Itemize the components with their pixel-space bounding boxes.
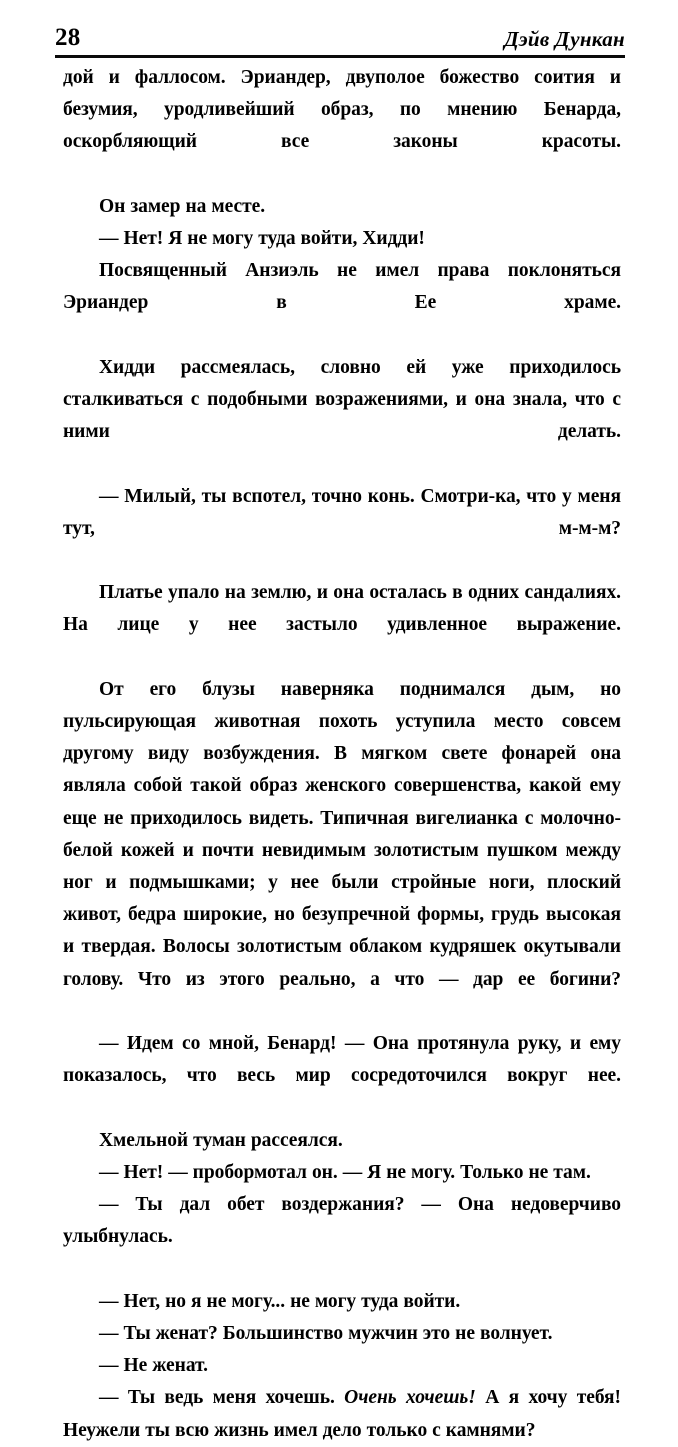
- dialogue-line-emphasis: [63, 1382, 621, 1446]
- body-text: [63, 62, 621, 1447]
- paragraph: Он замер на месте.: [99, 195, 266, 217]
- dialogue-text-after: А я хочу тебя! Неужели ты всю жизнь имел дело только с камнями?: [63, 1387, 621, 1441]
- paragraph: Посвященный Анзиэль не имел права поклоняться Эриандер в Ее храме.: [63, 260, 621, 314]
- dialogue-line: — Нет, но я не могу... не могу туда войти.: [99, 1290, 461, 1312]
- paragraph: Хидди рассмеялась, словно ей уже приходилось сталкиваться с подобными возражениями, и она знала, что с ними делать.: [63, 356, 621, 443]
- emphasis-text: Очень хочешь!: [344, 1387, 476, 1409]
- dialogue-line: — Не женат.: [99, 1355, 208, 1377]
- header-rule: [55, 55, 625, 58]
- dialogue-line: — Ты женат? Большинство мужчин это не волнует.: [99, 1322, 553, 1344]
- paragraph-continuation: дой и фаллосом. Эриандер, двуполое божество соития и безумия, уродливейший образ, по мнению Бенарда, оскорбляющий все законы красоты.: [63, 67, 621, 153]
- dialogue-text-before: — Ты ведь меня хочешь.: [99, 1387, 345, 1409]
- page-number: 28: [55, 24, 81, 51]
- dialogue-line: — Нет! Я не могу туда войти, Хидди!: [99, 228, 425, 250]
- paragraph: Хмельной туман рассеялся.: [99, 1129, 343, 1151]
- paragraph: Платье упало на землю, и она осталась в одних сандалиях. На лице у нее застыло удивленное выражение.: [63, 582, 621, 636]
- author-name: Дэйв Дункан: [504, 27, 625, 51]
- dialogue-line: — Ты дал обет воздержания? — Она недоверчиво улыбнулась.: [63, 1194, 621, 1248]
- dialogue-line: — Нет! — пробормотал он. — Я не могу. Только не там.: [99, 1161, 591, 1183]
- dialogue-line: — Милый, ты вспотел, точно конь. Смотри-ка, что у меня тут, м-м-м?: [63, 485, 621, 539]
- running-head: [55, 16, 625, 50]
- paragraph: От его блузы наверняка поднимался дым, но пульсирующая животная похоть уступила место совсем другому виду возбуждения. В мягком свете фонарей она являла собой такой образ женского совершенства, какой ему еще не приходилось видеть. Типичная вигелианка с молочно-белой кожей и почти невидимым золотистым пушком между ног и подмышками; у нее были стройные ноги, плоский живот, бедра широкие, но безупречной формы, грудь высокая и твердая. Волосы золотистым облаком кудряшек окутывали голову. Что из этого реально, а что — дар ее богини?: [63, 678, 621, 990]
- dialogue-line: — Идем со мной, Бенард! — Она протянула руку, и ему показалось, что весь мир сосредоточился вокруг нее.: [63, 1033, 621, 1087]
